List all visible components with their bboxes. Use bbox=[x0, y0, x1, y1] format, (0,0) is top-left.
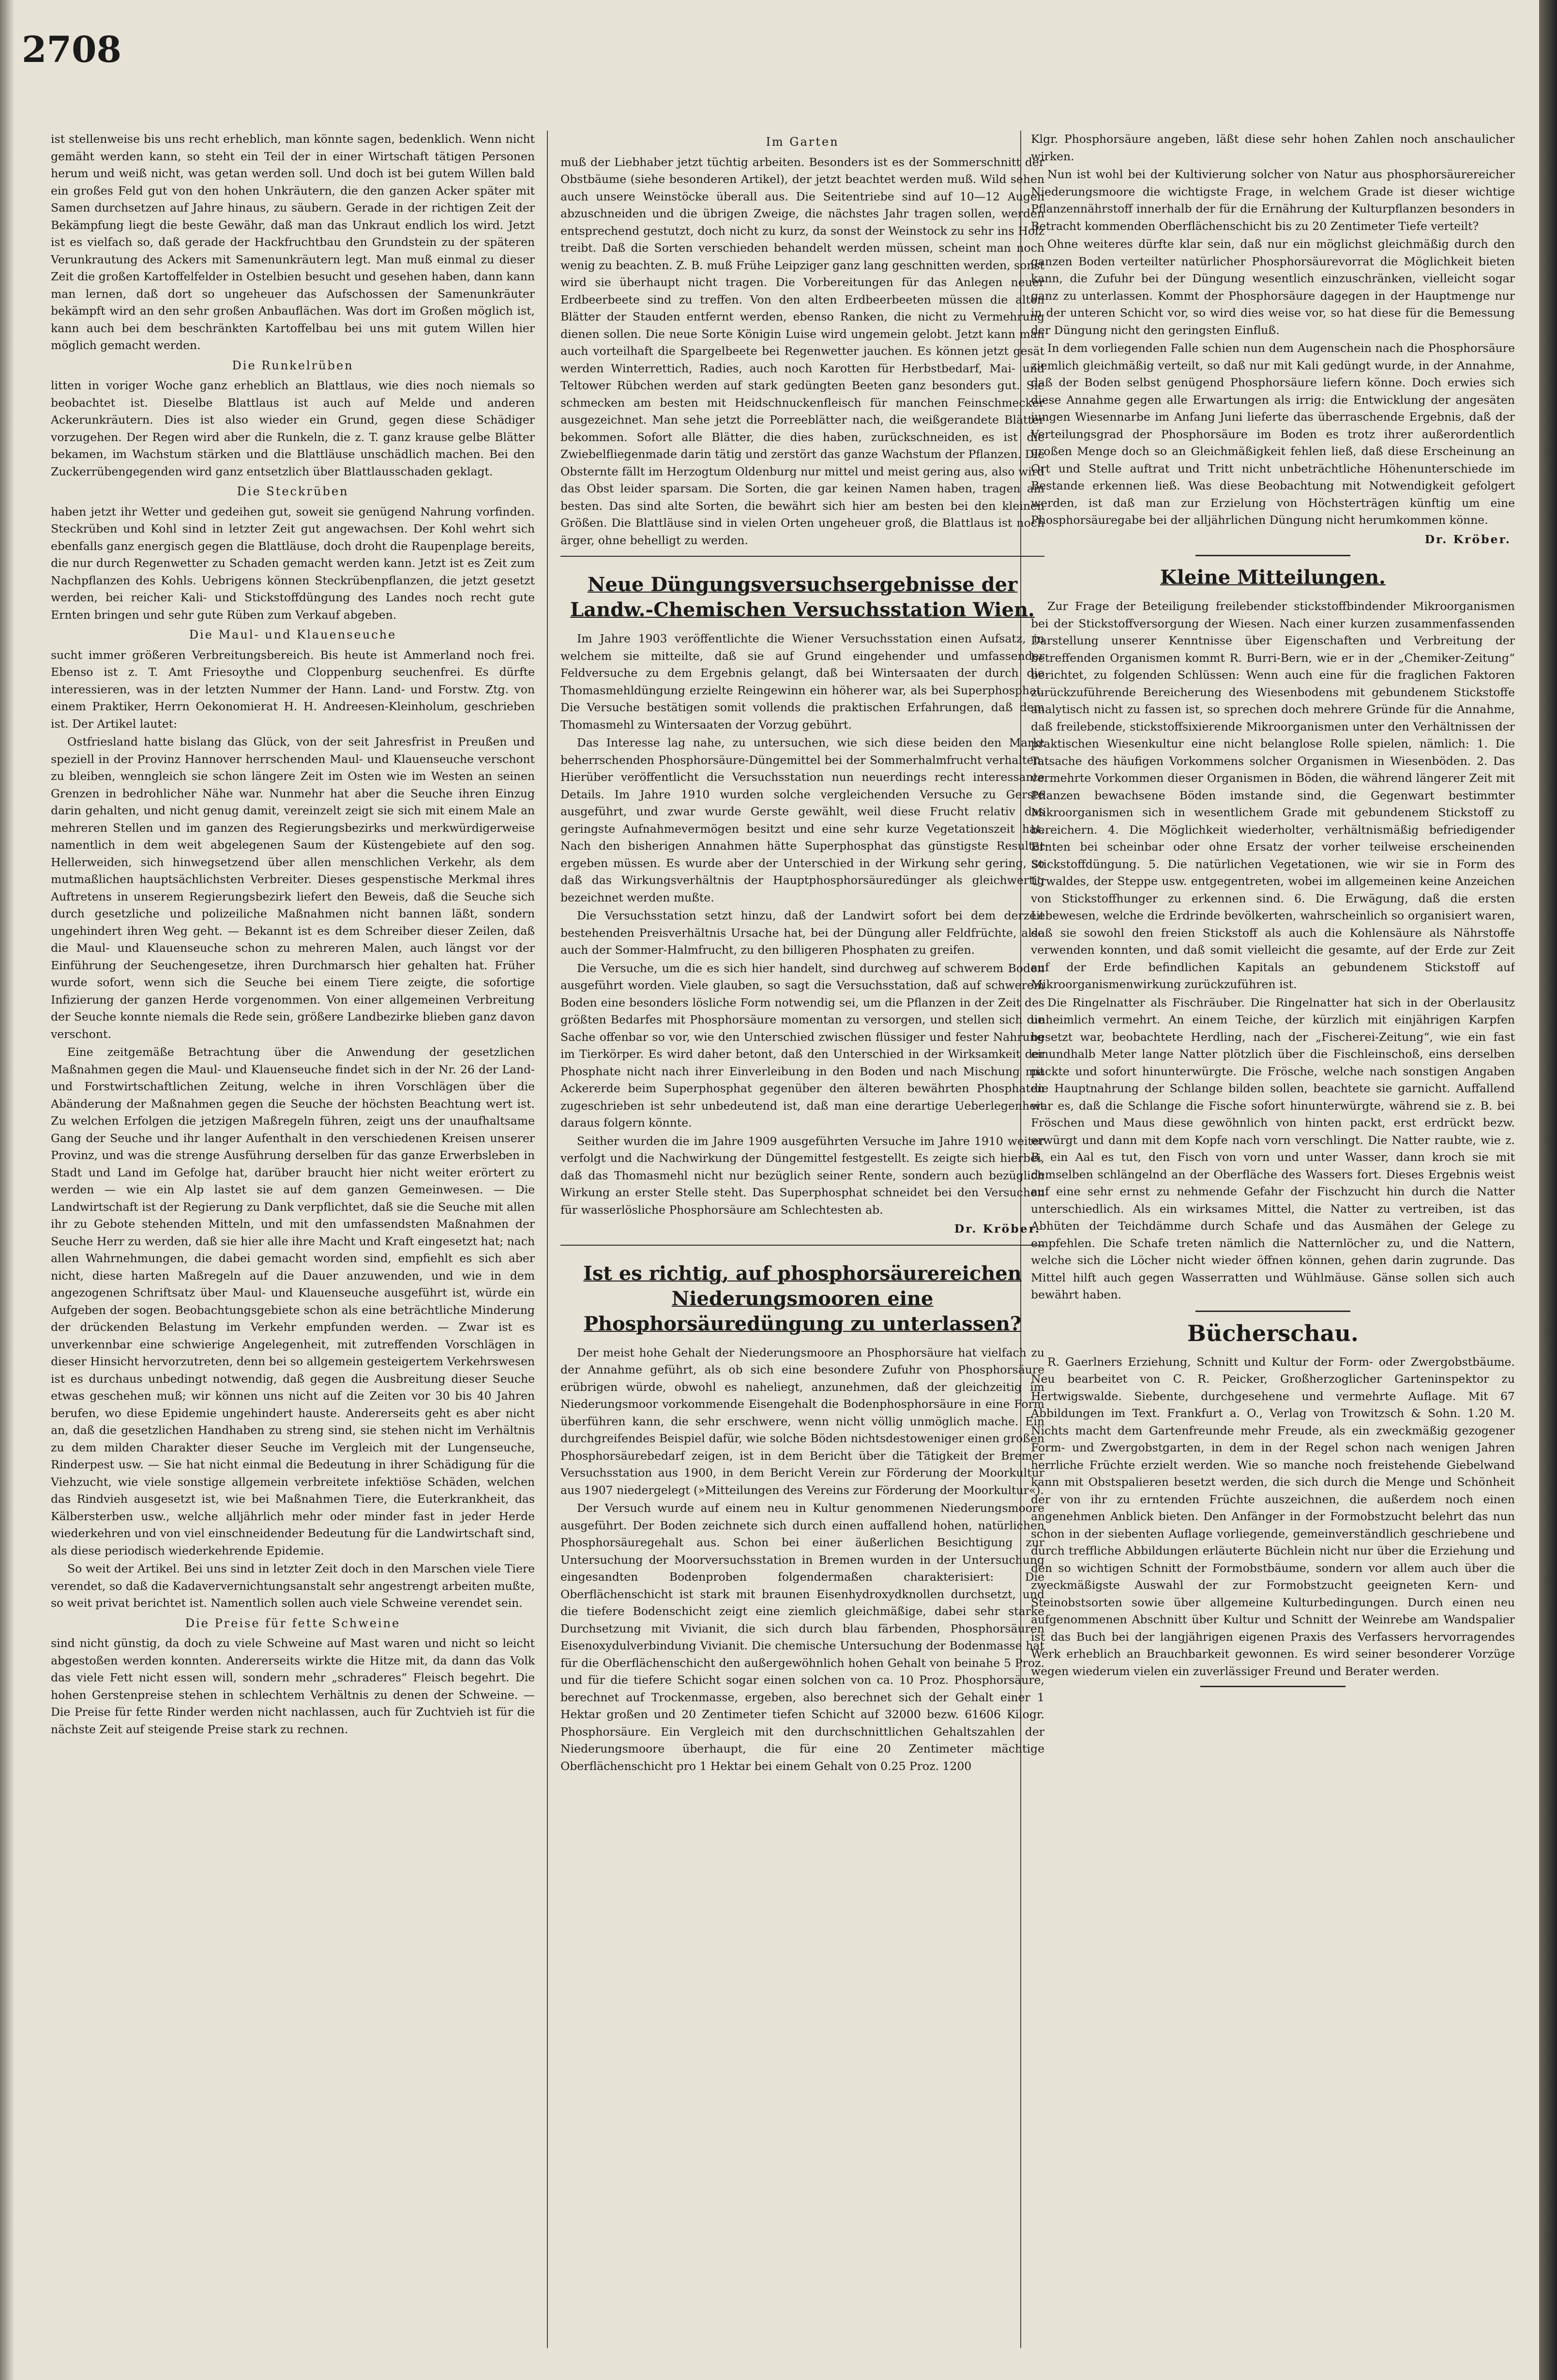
paragraph: Ostfriesland hatte bislang das Glück, von der seit Jahresfrist in Preußen und speziell in der Provinz Hannover herrschenden Maul- und Klauenseuche verschont zu bleiben, wenngleich sie schon längere Zeit im Osten wie im Westen an seinen Grenzen in bedrohlicher Nähe war. Nunmehr hat aber die Seuche ihren Einzug darin gehalten, und nicht genug damit, vereinzelt zeigt sie sich mit einem Male an mehreren Stellen und im ganzen des Regierungsbezirks und merkwürdigerweise namentlich in dem weit abgelegenen Saum der Küstengebiete auf den sog. Hellerweiden, sich hinwegsetzend über allen menschlichen Verkehr, als dem mutmaßlichen hauptsächlichsten Verbreiter. Dieses gespenstische Merkmal ihres Auftretens in unserem Regierungsbezirk liefert den Beweis, daß die Seuche sich durch gesetzliche und polizeiliche Maßnahmen nicht bannen läßt, sondern ungehindert ihren Weg geht. — Bekannt ist es dem Schreiber dieser Zeilen, daß die Maul- und Klauenseuche schon zu mehreren Malen, auch längst vor der Einführung der Seuchengesetze, ihren Durchmarsch hier gehalten hat. Früher wurde sofort, wenn sich die Seuche bei einem Tiere zeigte, die sofortige Infizierung der ganzen Herde vorgenommen. Von einer allgemeinen Verbreitung der Seuche konnte niemals die Rede sein, größere Landbezirke blieben ganz davon verschont. bbox=[51, 735, 535, 1041]
paragraph: Klgr. Phosphorsäure angeben, läßt diese sehr hohen Zahlen noch anschaulicher wirken. bbox=[1031, 132, 1515, 163]
article-headline: Ist es richtig, auf phosphorsäurereichen Niederungsmooren eine Phosphorsäuredüngung zu unterlassen? bbox=[583, 1262, 1022, 1335]
paragraph: litten in voriger Woche ganz erheblich an Blattlaus, wie dies noch niemals so beobachtet ist. Dieselbe Blattlaus ist auch auf Melde und anderen Ackerunkräutern. Dies ist also wieder ein Grund, gegen diese Schädiger vorzugehen. Der Regen wird aber die Runkeln, die z. T. ganz krause gelbe Blätter bekamen, im Wachstum stärken und die Blattläuse unschädlich machen. Bei den Zuckerrübengegenden wird ganz entsetzlich über Blattlausschaden geklagt. bbox=[51, 379, 535, 478]
paragraph: ist stellenweise bis uns recht erheblich, man könnte sagen, bedenklich. Wenn nicht gemäht werden kann, so steht ein Teil der in einer Wirtschaft tätigen Personen herum und weiß nicht, was getan werden soll. Und doch ist bei gutem Willen bald ein großes Feld gut von den hohen Unkräutern, die den ganzen Acker später mit Samen durchsetzen auf Jahre hinaus, zu säubern. Gerade in der richtigen Zeit der Bekämpfung liegt die beste Gewähr, daß man das Unkraut endlich los wird. Jetzt ist es vielfach so, daß gerade der Hackfruchtbau den Grundstein zu der späteren Verunkrautung des Ackers mit Samenunkräutern legt. Man muß einmal zu dieser Zeit die großen Kartoffelfelder in Ostelbien besucht und gesehen haben, dann kann man lernen, daß dort so ungeheuer das Aufschossen der Samenunkräuter bekämpft wird an den sehr großen Anbauflächen. Was dort im Großen möglich ist, kann auch bei dem beschränkten Kartoffelbau bei uns mit gutem Willen hier möglich gemacht werden. bbox=[51, 132, 535, 352]
section-subheading: Die Steckrüben bbox=[237, 485, 349, 498]
paragraph: Seither wurden die im Jahre 1909 ausgeführten Versuche im Jahre 1910 weiter verfolgt und die Nachwirkung der Düngemittel festgestellt. Es zeigte sich hierbei, daß das Thomasmehl nicht nur bezüglich seiner Rente, sondern auch bezüglich Wirkung an erster Stelle steht. Das Superphosphat schneidet bei den Versuchen für wasserlösliche Phosphorsäure am Schlechtesten ab. bbox=[560, 1134, 1044, 1217]
paragraph: Der Versuch wurde auf einem neu in Kultur genommenen Niederungsmoore ausgeführt. Der Boden zeichnete sich durch einen auffallend hohen, natürlichen Phosphorsäuregehalt aus. Schon bei einer äußerlichen Besichtigung zur Untersuchung der Moorversuchsstation in Bremen wurden in der Untersuchung eingesandten Bodenproben folgendermaßen charakterisiert: Die Oberflächenschicht ist stark mit braunen Eisenhydroxydknollen durchsetzt, und die tiefere Bodenschicht zeigt eine ziemlich gleichmäßige, dabei sehr starke Durchsetzung mit Vivianit, die sich durch blau färbenden, Phosphorsäuren Eisenoxydulverbindung Vivianit. Die chemische Untersuchung der Bodenmasse hat für die Oberflächenschicht den außergewöhnlich hohen Gehalt von beinahe 5 Proz. und für die tiefere Schicht sogar einen solchen von ca. 10 Proz. Phosphorsäure, berechnet auf Trockenmasse, ergeben, also berechnet sich der Gehalt einer 1 Hektar großen und 20 Zentimeter tiefen Schicht auf 32000 bezw. 61606 Kilogr. Phosphorsäure. Ein Vergleich mit den durchschnittlichen Gehaltszahlen der Niederungsmoore überhaupt, die für eine 20 Zentimeter mächtige Oberflächenschicht pro 1 Hektar bei einem Gehalt von 0.25 Proz. 1200 bbox=[560, 1501, 1044, 1773]
author-signature: Dr. Kröber. bbox=[1424, 532, 1511, 546]
paragraph: haben jetzt ihr Wetter und gedeihen gut, soweit sie genügend Nahrung vorfinden. Steckrüben und Kohl sind in letzter Zeit gut angewachsen. Der Kohl wehrt sich ebenfalls ganz energisch gegen die Blattläuse, doch droht die Raupenplage bereits, die nur durch Regenwetter zu Schaden gemacht werden kann. Jetzt ist es Zeit zum Nachpflanzen des Kohls. Uebrigens können Steckrübenpflanzen, die jetzt gesetzt werden, bei reicher Kali- und Stickstoffdüngung des Landes noch recht gute Ernten bringen und sehr gute Rüben zum Verkauf abgeben. bbox=[51, 504, 535, 622]
article-header bbox=[560, 1245, 1044, 1337]
section-subheading: Die Preise für fette Schweine bbox=[185, 1616, 401, 1630]
paragraph: Ohne weiteres dürfte klar sein, daß nur ein möglichst gleichmäßig durch den ganzen Boden verteilter natürlicher Phosphorsäurevorrat die Möglichkeit bieten kann, die Zufuhr bei der Düngung wesentlich einzuschränken, vielleicht sogar ganz zu unterlassen. Kommt der Phosphorsäure dagegen in der Hauptmenge nur in der unteren Schicht vor, so wird dies weise vor, so hat diese für die Bemessung der Düngung nicht den geringsten Einfluß. bbox=[1031, 237, 1515, 337]
scan-shadow bbox=[0, 0, 15, 2380]
article-header bbox=[560, 556, 1044, 623]
paragraph: Die Ringelnatter als Fischräuber. Die Ringelnatter hat sich in der Oberlausitz unheimlich vermehrt. An einem Teiche, der kürzlich mit einjährigen Karpfen besetzt war, beobachtete Herdling, nach der „Fischerei-Zeitung“, wie ein fast einundhalb Meter lange Natter plötzlich über die Fischleinschoß, eins derselben packte und sofort hinunterwürgte. Die Frösche, welche nach sonstigen Angaben die Hauptnahrung der Schlange bilden sollen, beachtete sie garnicht. Auffallend war es, daß die Schlange die Fische sofort hinunterwürgte, während sie z. B. bei Fröschen und Maus diese gewöhnlich von hinten packt, erst erdrückt bezw. erwürgt und dann mit dem Kopfe nach vorn verschlingt. Die Natter raubte, wie z. B. ein Aal es tut, den Fisch von vorn und unter Wasser, dann kroch sie mit demselben schlängelnd an der Oberfläche des Wassers fort. Dieses Ergebnis weist auf eine sehr ernst zu nehmende Gefahr der Fischzucht hin durch die Natter unterschiedlich. Als ein wirksames Mittel, die Natter zu vertreiben, ist das Abhüten der Teichdämme durch Schafe und das Ausmähen der Gelege zu empfehlen. Die Schafe treten nämlich die Natternlöcher zu, und die Nattern, welche sich die Löcher nicht wieder öffnen können, gehen darin zugrunde. Das Mittel hilft auch gegen Wasserratten und Wühlmäuse. Gänse sollen sich auch bewährt haben. bbox=[1031, 995, 1515, 1301]
closing-rule bbox=[1200, 1686, 1345, 1687]
paragraph: Eine zeitgemäße Betrachtung über die Anwendung der gesetzlichen Maßnahmen gegen die Maul- und Klauenseuche findet sich in der Nr. 26 der Land- und Forstwirtschaftlichen Zeitung, welche in ihren Vorschlägen über die Abänderung der Maßnahmen gegen die Seuche der höchsten Beachtung wert ist. Zu welchen Erfolgen die jetzigen Maßregeln führen, zeigt uns der unaufhaltsame Gang der Seuche und ihr langer Aufenthalt in den verschiedenen Kreisen unserer Provinz, und was die strenge Ausführung derselben für das ganze Erwerbsleben in Stadt und Land im Gefolge hat, darüber braucht hier nicht weiter erörtert zu werden — wie ein Alp lastet sie auf dem ganzen Gemeinwesen. — Die Landwirtschaft ist der Regierung zu Dank verpflichtet, daß sie die Seuche mit allen ihr zu Gebote stehenden Mitteln, und mit den umfassendsten Maßnahmen der Seuche Herr zu werden, daß sie hier alle ihre Macht und Kraft eingesetzt hat; nach allen Wahrnehmungen, die dabei gemacht worden sind, empfiehlt es sich aber nicht, diese harten Maßregeln auf die Dauer anzuwenden, und wie in dem angezogenen Schriftsatz über Maul- und Klauenseuche ausgeführt ist, würde ein Aufgeben der sogen. Beobachtungsgebiete schon als eine beträchtliche Minderung der drückenden Belastung im Verkehr empfunden werden. — Zwar ist es unverkennbar eine schwierige Angelegenheit, mit zutreffenden Vorschlägen in dieser Hinsicht hervorzutreten, denn bei so allgemein gesteigertem Verkehrswesen ist es durchaus unbedingt notwendig, daß gegen die Ausbreitung dieser Seuche etwas geschehen muß; wir können uns nicht auf die Zeiten vor 30 bis 40 Jahren berufen, wo diese Epidemie ungehindert hauste. Andererseits geht es aber nicht an, daß die gesetzlichen Handhaben zu streng sind, sie stehen nicht im Verhältnis zu dem milden Charakter dieser Seuche im Vergleich mit der Lungenseuche, Rinderpest usw. — Sie hat nicht einmal die Bedeutung in ihrer Schädigung für die Viehzucht, wie viele sonstige allgemein verbreitete infektiöse Schäden, welchen das Rindvieh ausgesetzt ist, wie bei Maßnahmen Tiere, die Euterkrankheit, das Kälbersterben usw., welche alljährlich mehr oder minder fast in jeder Herde wiederkehren und von viel einschneidender Bedeutung für die Landwirtschaft sind, als diese periodisch wiederkehrende Epidemie. bbox=[51, 1045, 535, 1557]
paragraph: In dem vorliegenden Falle schien nun dem Augenschein nach die Phosphorsäure ziemlich gleichmäßig verteilt, so daß nur mit Kali gedüngt wurde, in der Annahme, daß der Boden selbst genügend Phosphorsäure liefern könne. Doch erwies sich diese Annahme gegen alle Erwartungen als irrig: die Entwicklung der angesäten jungen Wiesennarbe im Anfang Juni lieferte das überraschende Ergebnis, daß der Verteilungsgrad der Phosphorsäure im Boden es trotz ihrer außerordentlich großen Menge doch so an Gleichmäßigkeit fehlen ließ, daß diese Erscheinung an Ort und Stelle auftrat und Tritt nicht unbeträchtliche Höhenunterschiede im Bestande erkennen ließ. Was diese Beobachtung mit Notwendigkeit gefolgert werden, ist daß man zur Erzielung von Höchsterträgen künftig um eine Phosphorsäuregabe bei der alljährlichen Düngung nicht herumkommen könne. bbox=[1031, 341, 1515, 527]
scan-edge bbox=[1539, 0, 1557, 2380]
section-headline: Bücherschau. bbox=[1187, 1320, 1359, 1346]
paragraph: muß der Liebhaber jetzt tüchtig arbeiten. Besonders ist es der Sommerschnitt der Obstbäume (siehe besonderen Artikel), der jetzt beachtet werden muß. Wild sehen auch unsere Weinstöcke überall aus. Die Seitentriebe sind auf 10—12 Augen abzuschneiden und die übrigen Zweige, die nächstes Jahr tragen sollen, werden entsprechend gestutzt, doch nicht zu kurz, da sonst der Weinstock zu sehr ins Holz treibt. Daß die Sorten verschieden behandelt werden müssen, scheint man noch wenig zu beachten. Z. B. muß Frühe Leipziger ganz lang geschnitten werden, sonst wird sie überhaupt nicht tragen. Die Vorbereitungen für das Anlegen neuer Erdbeerbeete sind zu treffen. Von den alten Erdbeerbeeten müssen die alten Blätter der Stauden entfernt werden, ebenso Ranken, die nicht zu Vermehrung dienen sollen. Die neue Sorte Königin Luise wird ungemein gelobt. Jetzt kann man auch vorteilhaft die Spargelbeete bei Regenwetter jauchen. Es können jetzt gesät werden Winterrettich, Radies, auch noch Karotten für Herbstbedarf, Mai- und Teltower Rübchen werden auf stark gedüngten Beeten ganz besonders gut. Sie schmecken am besten mit Heidschnuckenfleisch für manchen Feinschmecker ausgezeichnet. Man sehe jetzt die Porreeblätter nach, die weißgerandete Blätter bekommen. Sofort alle Blätter, die dies haben, zurückschneiden, es ist die Zwiebelfliegenmade darin tätig und zerstört das ganze Wachstum der Pflanzen. Die Obsternte fällt im Herzogtum Oldenburg nur mittel und meist gering aus, also wird das Obst leider sparsam. Die Sorten, die gar keinen Namen haben, tragen am besten. Das sind alte Sorten, die bewährt sich hier am besten bei den kleinen Größen. Die Blattläuse sind in vielen Orten ungeheuer groß, die Blattlaus ist noch ärger, ohne behelligt zu werden. bbox=[560, 155, 1044, 547]
paragraph: Die Versuche, um die es sich hier handelt, sind durchweg auf schwerem Boden ausgeführt worden. Viele glauben, so sagt die Versuchsstation, daß auf schwerem Boden eine besonders lösliche Form notwendig sei, um die Pflanzen in der Zeit des größten Bedarfes mit Phosphorsäure momentan zu versorgen, und stellen sich die Sache offenbar so vor, wie den Unterschied zwischen flüssiger und fester Nahrung im Tierkörper. Es wird daher betont, daß den Unterschied in der Wirksamkeit der Phosphate nicht nach ihrer Einverleibung in den Boden und nach Mischung mit Ackererde beim Superphosphat gegenüber den älteren bewährten Phosphaten zugeschrieben ist sehr unbedeutend ist, daß man eine derartige Ueberlegenheit daraus folgern könnte. bbox=[560, 961, 1044, 1129]
section-divider bbox=[1195, 555, 1350, 556]
paragraph: Nun ist wohl bei der Kultivierung solcher von Natur aus phosphorsäurereicher Niederungsmoore die wichtigste Frage, in welchem Grade ist dieser wichtige Pflanzennährstoff innerhalb der für die Ernährung der Kulturpflanzen besonders in Betracht kommenden Oberflächenschicht bis zu 20 Zentimeter Tiefe verteilt? bbox=[1031, 168, 1515, 233]
paragraph: So weit der Artikel. Bei uns sind in letzter Zeit doch in den Marschen viele Tiere verendet, so daß die Kadaververnichtungsanstalt sehr angestrengt arbeiten mußte, so weit privat berichtet ist. Namentlich sollen auch viele Schweine verendet sein. bbox=[51, 1562, 535, 1610]
section-divider bbox=[1195, 1311, 1350, 1312]
paragraph: Im Jahre 1903 veröffentlichte die Wiener Versuchsstation einen Aufsatz, in welchem sie mitteilte, daß sie auf Grund eingehender und umfassender Feldversuche zu dem Ergebnis gelangt, daß bei Wintersaaten der durch die Thomasmehldüngung erzielte Reingewinn ein höherer war, als bei Superphosphat. Die Versuche bestätigen somit vollends die praktischen Erfahrungen, daß dem Thomasmehl zu Wintersaaten der Vorzug gebührt. bbox=[560, 632, 1044, 732]
page-number: 2708 bbox=[22, 29, 121, 71]
column-rule-1 bbox=[547, 131, 548, 2348]
section-subheading: Die Maul- und Klauenseuche bbox=[189, 628, 397, 641]
paragraph: Zur Frage der Beteiligung freilebender stickstoffbindender Mikroorganismen bei der Stickstoffversorgung der Wiesen. Nach einer kurzen zusammenfassenden Darstellung unserer Kenntnisse über Eigenschaften und Verbreitung der betreffenden Organismen kommt R. Burri-Bern, wie er in der „Chemiker-Zeitung“ berichtet, zu folgenden Schlüssen: Wenn auch eine für die fraglichen Faktoren zurückzuführende Bereicherung des Wiesenbodens mit gebundenem Stickstoffe analytisch nicht zu fassen ist, so sprechen doch mehrere Gründe für die Annahme, daß freilebende, stickstoffsixierende Mikroorganismen unter den Verhältnissen der praktischen Wiesenkultur eine nicht belanglose Rolle spielen, nämlich: 1. Die Tatsache des häufigen Vorkommens solcher Organismen in Wiesenböden. 2. Das vermehrte Vorkommen dieser Organismen in Böden, die während längerer Zeit mit Pflanzen bewachsene Böden imstande sind, die Gegenwart bestimmter Mikroorganismen sich in wesentlichem Grade mit gebundenem Stickstoff zu bereichern. 4. Die Möglichkeit wiederholter, verhältnismäßig befriedigender Ernten bei scheinbar oder ohne Ersatz der vorher teilweise erscheinenden Stickstoffdüngung. 5. Die natürlichen Vegetationen, wie wir sie in Form des Urwaldes, der Steppe usw. entgegentreten, wobei im allgemeinen keine Anzeichen von Stickstoffhunger zu erkennen sind. 6. Die Erwägung, daß die ersten Lebewesen, welche die Erdrinde bevölkerten, wahrscheinlich so organisiert waren, daß sie sowohl den freien Stickstoff als auch die Kohlensäure als Nährstoffe verwenden konnten, und daß somit vielleicht die gesamte, auf der Erde zur Zeit auf der Erde befindlichen Kapitals an gebundenem Stickstoff auf Mikroorganismenwirkung zurückzuführen ist. bbox=[1031, 599, 1515, 991]
paragraph: Der meist hohe Gehalt der Niederungsmoore an Phosphorsäure hat vielfach zu der Annahme geführt, als ob sich eine besondere Zufuhr von Phosphorsäure erübrigen würde, obwohl es naheliegt, anzunehmen, daß der gleichzeitig im Niederungsmoor vorkommende Eisengehalt die Bodenphosphorsäure in eine Form überführen kann, die sehr erschwere, wenn nicht völlig unmöglich mache. Ein durchgreifendes Beispiel dafür, wie solche Böden nichtsdestoweniger einen großen Phosphorsäurebedarf zeigen, ist in dem Bericht über die Tätigkeit der Bremer Versuchsstation aus 1900, in dem Bericht Verein zur Förderung der Moorkultur aus 1907 niedergelegt (»Mitteilungen des Vereins zur Förderung der Moorkultur«). bbox=[560, 1345, 1044, 1497]
author-signature: Dr. Kröber. bbox=[954, 1222, 1041, 1236]
paragraph: R. Gaerlners Erziehung, Schnitt und Kultur der Form- oder Zwergobstbäume. Neu bearbeitet von C. R. Peicker, Großherzoglicher Garteninspektor zu Hertwigswalde. Siebente, durchgesehene und vermehrte Auflage. Mit 67 Abbildungen im Text. Frankfurt a. O., Verlag von Trowitzsch & Sohn. 1.20 M. Nichts macht dem Gartenfreunde mehr Freude, als ein zweckmäßig gezogener Form- und Zwergobstgarten, in dem in der Regel schon nach wenigen Jahren herrliche Früchte erzielt werden. Wie so manche noch freistehende Giebelwand kann mit Obstspalieren besetzt werden, die sich durch die Menge und Schönheit der von ihr zu erntenden Früchte auszeichnen, die außerdem noch einen angenehmen Anblick bieten. Den Anfänger in der Formobstzucht belehrt das nun schon in der siebenten Auflage vorliegende, gemeinverständlich geschriebene und durch treffliche Abbildungen erläuterte Büchlein nicht nur über die Erziehung und den so wichtigen Schnitt der Formobstbäume, sondern vor allem auch über die zweckmäßigste Auswahl der zur Formobstzucht geeigneten Kern- und Steinobstsorten sowie über allgemeine Kulturbedingungen. Durch einen neu aufgenommenen Abschnitt über Kultur und Schnitt der Weinrebe am Wandspalier ist das Buch bei der langjährigen eigenen Praxis des Verfassers hervorragendes Werk erheblich an Brauchbarkeit gewonnen. Es wird seiner besonderer Vorzüge wegen wiederum vielen ein zuverlässiger Freund und Berater werden. bbox=[1031, 1355, 1515, 1678]
paragraph: Die Versuchsstation setzt hinzu, daß der Landwirt sofort bei dem derzeit bestehenden Preisverhältnis Ursache hat, bei der Düngung aller Feldfrüchte, also auch der Sommer-Halmfrucht, zu den billigeren Phosphaten zu greifen. bbox=[560, 909, 1044, 957]
article-headline: Neue Düngungsversuchsergebnisse der Landw.-Chemischen Versuchsstation Wien. bbox=[570, 573, 1035, 621]
paragraph: sind nicht günstig, da doch zu viele Schweine auf Mast waren und nicht so leicht abgestoßen werden konnten. Andererseits wirkte die Hitze mit, da dann das Volk das viele Fett nicht essen will, sondern mehr „schraderes“ Fleisch begehrt. Die hohen Gerstenpreise stehen in schlechtem Verhältnis zu denen der Schweine. — Die Preise für fette Rinder werden nicht nachlassen, auch für Zuchtvieh ist für die nächste Zeit auf steigende Preise stark zu rechnen. bbox=[51, 1636, 535, 1736]
section-headline: Kleine Mitteilungen. bbox=[1160, 566, 1386, 589]
column-2 bbox=[560, 131, 1044, 2338]
section-subheading: Im Garten bbox=[766, 135, 839, 149]
paragraph: Das Interesse lag nahe, zu untersuchen, wie sich diese beiden den Markt beherrschenden Phosphorsäure-Düngemittel bei der Sommerhalmfrucht verhalten. Hierüber veröffentlicht die Versuchsstation nun neuerdings recht interessante Details. Im Jahre 1910 wurden solche vergleichenden Versuche zu Gerste ausgeführt, und zwar wurde Gerste gewählt, weil diese Frucht relativ das geringste Aufnahmevermögen besitzt und eine sehr kurze Vegetationszeit hat. Nach den bisherigen Annahmen hätte Superphosphat das günstigste Resultat ergeben müssen. Es wurde aber der Unterschied in der Wirkung sehr gering, so daß das Wirkungsverhältnis der Hauptphosphorsäuredünger als gleichwertig bezeichnet werden mußte. bbox=[560, 736, 1044, 904]
section-subheading: Die Runkelrüben bbox=[232, 358, 354, 372]
column-1 bbox=[51, 131, 535, 2338]
column-3 bbox=[1031, 131, 1515, 2338]
paragraph: sucht immer größeren Verbreitungsbereich. Bis heute ist Ammerland noch frei. Ebenso ist z. T. Amt Friesoythe und Cloppenburg seuchenfrei. Es dürfte interessieren, was in der letzten Nummer der Hann. Land- und Forstw. Ztg. von einem Praktiker, Herrn Oekonomierat H. H. Andreesen-Kleinholum, geschrieben ist. Der Artikel lautet: bbox=[51, 648, 535, 731]
